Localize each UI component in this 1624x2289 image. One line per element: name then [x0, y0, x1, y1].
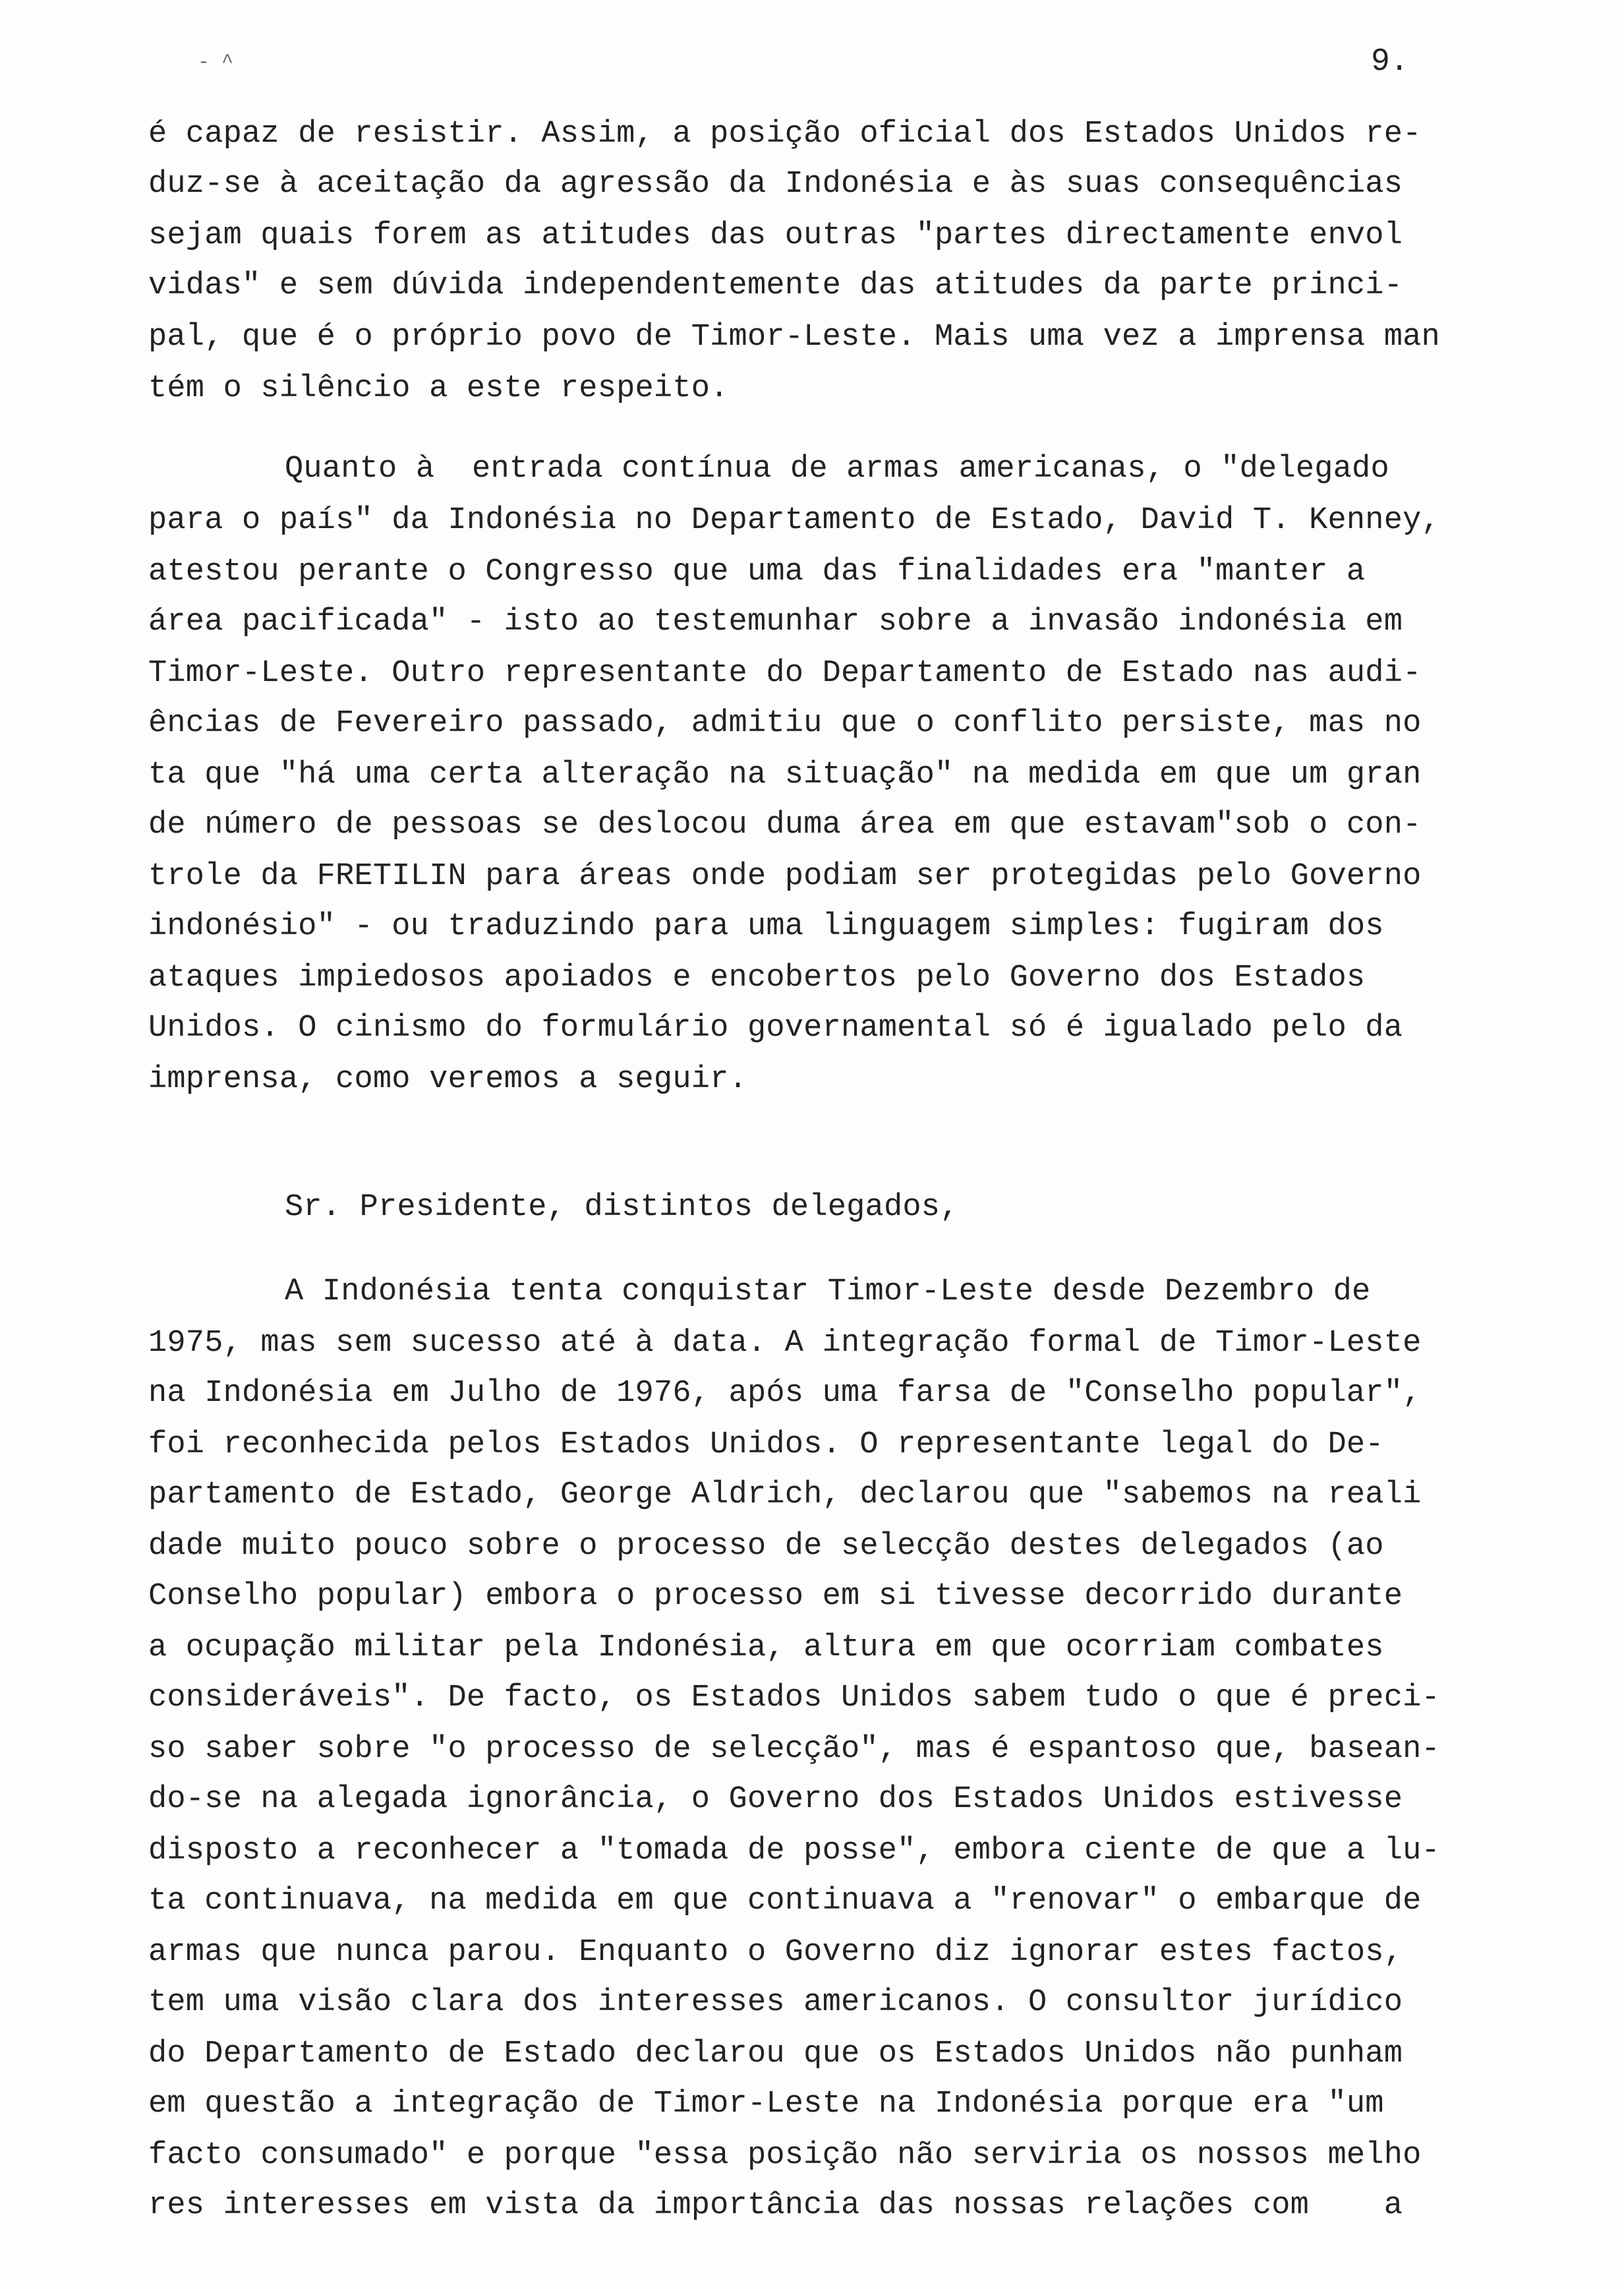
text-line: atestou perante o Congresso que uma das finalidades era "manter a [148, 554, 1366, 589]
salutation: Sr. Presidente, distintos delegados, [285, 1190, 959, 1225]
page-number: 9. [1371, 44, 1409, 80]
text-line: res interesses em vista da importância das nossas relações com a [148, 2188, 1403, 2223]
text-line: é capaz de resistir. Assim, a posição oficial dos Estados Unidos re- [148, 117, 1422, 152]
text-line: foi reconhecida pelos Estados Unidos. O representante legal do De- [148, 1427, 1384, 1462]
text-line: vidas" e sem dúvida independentemente das atitudes da parte princi- [148, 268, 1403, 303]
text-line: ataques impiedosos apoiados e encobertos pelo Governo dos Estados [148, 961, 1366, 996]
text-line: Quanto à entrada contínua de armas americanas, o "delegado [285, 452, 1389, 487]
text-line: a ocupação militar pela Indonésia, altura em que ocorriam combates [148, 1630, 1384, 1665]
text-line: sejam quais forem as atitudes das outras "partes directamente envol [148, 218, 1403, 253]
text-line: imprensa, como veremos a seguir. [148, 1062, 747, 1097]
text-line: de número de pessoas se deslocou duma área em que estavam"sob o con- [148, 808, 1422, 843]
text-line: Timor-Leste. Outro representante do Departamento de Estado nas audi- [148, 656, 1422, 691]
text-line: 1975, mas sem sucesso até à data. A integração formal de Timor-Leste [148, 1326, 1422, 1361]
text-line: dade muito pouco sobre o processo de selecção destes delegados (ao [148, 1529, 1384, 1564]
text-line: partamento de Estado, George Aldrich, declarou que "sabemos na reali [148, 1477, 1422, 1512]
text-line: facto consumado" e porque "essa posição não serviria os nossos melho [148, 2138, 1422, 2173]
text-line: tem uma visão clara dos interesses americanos. O consultor jurídico [148, 1985, 1403, 2020]
text-line: consideráveis". De facto, os Estados Unidos sabem tudo o que é preci- [148, 1680, 1440, 1715]
text-line: ências de Fevereiro passado, admitiu que o conflito persiste, mas no [148, 706, 1422, 741]
text-line: Conselho popular) embora o processo em si tivesse decorrido durante [148, 1579, 1403, 1614]
text-line: ta continuava, na medida em que continuava a "renovar" o embarque de [148, 1884, 1422, 1918]
text-line: Unidos. O cinismo do formulário governamental só é igualado pelo da [148, 1011, 1403, 1046]
text-line: em questão a integração de Timor-Leste na Indonésia porque era "um [148, 2087, 1384, 2122]
text-line: A Indonésia tenta conquistar Timor-Leste desde Dezembro de [285, 1274, 1371, 1309]
text-line: trole da FRETILIN para áreas onde podiam ser protegidas pelo Governo [148, 859, 1422, 894]
text-line: so saber sobre "o processo de selecção", mas é espantoso que, basean- [148, 1732, 1440, 1767]
corner-mark: - ^ [198, 51, 234, 74]
text-line: do Departamento de Estado declarou que os Estados Unidos não punham [148, 2036, 1403, 2071]
text-line: para o país" da Indonésia no Departamento de Estado, David T. Kenney, [148, 503, 1440, 538]
text-line: pal, que é o próprio povo de Timor-Leste. Mais uma vez a imprensa man [148, 320, 1440, 355]
text-line: do-se na alegada ignorância, o Governo dos Estados Unidos estivesse [148, 1782, 1403, 1817]
text-line: armas que nunca parou. Enquanto o Governo diz ignorar estes factos, [148, 1935, 1403, 1970]
text-line: área pacificada" - isto ao testemunhar sobre a invasão indonésia em [148, 605, 1403, 639]
text-line: na Indonésia em Julho de 1976, após uma farsa de "Conselho popular", [148, 1376, 1422, 1411]
text-line: tém o silêncio a este respeito. [148, 371, 729, 406]
text-line: ta que "há uma certa alteração na situação" na medida em que um gran [148, 758, 1422, 792]
text-line: indonésio" - ou traduzindo para uma linguagem simples: fugiram dos [148, 909, 1384, 944]
text-line: duz-se à aceitação da agressão da Indonésia e às suas consequências [148, 167, 1403, 202]
text-line: disposto a reconhecer a "tomada de posse", embora ciente de que a lu- [148, 1833, 1440, 1868]
